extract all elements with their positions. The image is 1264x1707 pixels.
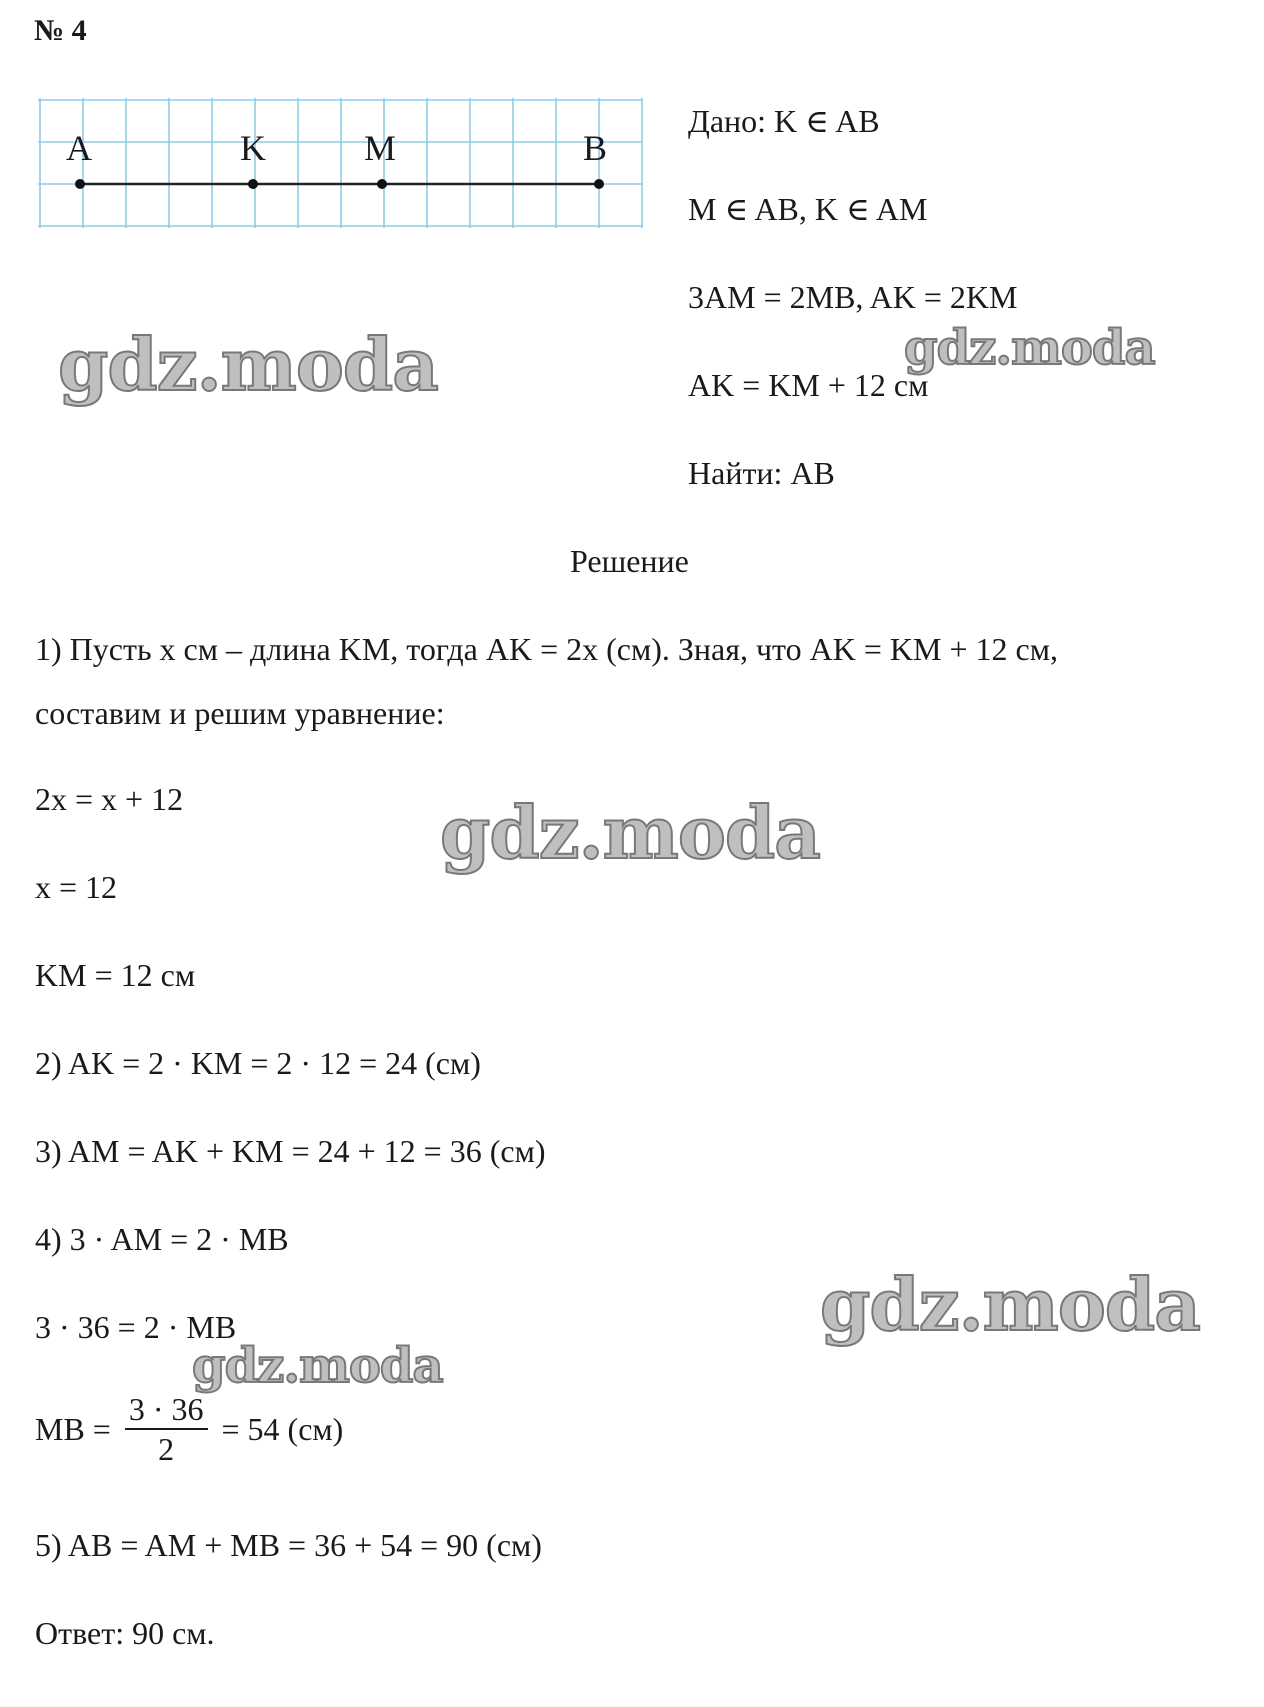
fraction-denominator: 2 xyxy=(158,1431,175,1467)
point-a xyxy=(75,179,85,189)
equation-3: KM = 12 см xyxy=(35,957,196,993)
fraction-numerator: 3 · 36 xyxy=(125,1392,208,1430)
grid xyxy=(38,98,643,228)
step-1-line-2: составим и решим уравнение: xyxy=(35,695,445,731)
step-5: 5) AB = AM + MB = 36 + 54 = 90 (см) xyxy=(35,1527,542,1563)
point-k xyxy=(248,179,258,189)
watermark: gdz.moda xyxy=(192,1338,443,1394)
problem-number: № 4 xyxy=(34,14,87,47)
watermark: gdz.moda xyxy=(440,790,820,875)
point-m xyxy=(377,179,387,189)
equation-2: x = 12 xyxy=(35,869,118,905)
mb-fraction xyxy=(125,1392,208,1466)
find-line: Найти: AB xyxy=(688,455,835,491)
watermark: gdz.moda xyxy=(58,322,438,407)
solution-heading: Решение xyxy=(570,543,689,579)
given-line-2: M ∈ AB, K ∈ AM xyxy=(688,191,928,227)
given-line-3: 3AM = 2MB, AK = 2KM xyxy=(688,279,1018,315)
segment-figure xyxy=(38,98,648,238)
point-b xyxy=(594,179,604,189)
label-b: B xyxy=(583,128,608,168)
step-2: 2) AK = 2 · KM = 2 · 12 = 24 (см) xyxy=(35,1045,481,1081)
mb-fraction-line xyxy=(35,1392,343,1466)
watermark: gdz.moda xyxy=(904,320,1155,376)
label-k: K xyxy=(240,128,266,168)
mb-prefix: MB = xyxy=(35,1411,111,1447)
given-line-4: AK = KM + 12 см xyxy=(688,367,929,403)
answer: Ответ: 90 см. xyxy=(35,1615,215,1651)
watermark: gdz.moda xyxy=(820,1262,1200,1347)
step-4: 4) 3 · AM = 2 · MB xyxy=(35,1221,289,1257)
given-line-1: Дано: K ∈ AB xyxy=(688,103,880,139)
step-3: 3) AM = AK + KM = 24 + 12 = 36 (см) xyxy=(35,1133,546,1169)
equation-1: 2x = x + 12 xyxy=(35,781,184,817)
label-m: M xyxy=(364,128,397,168)
label-a: A xyxy=(66,128,92,168)
mb-suffix: = 54 (см) xyxy=(221,1411,344,1447)
step-4-equation: 3 · 36 = 2 · MB xyxy=(35,1309,237,1345)
step-1-line-1: 1) Пусть x см – длина KM, тогда AK = 2x (см). Зная, что AK = KM + 12 см, xyxy=(35,631,1058,667)
